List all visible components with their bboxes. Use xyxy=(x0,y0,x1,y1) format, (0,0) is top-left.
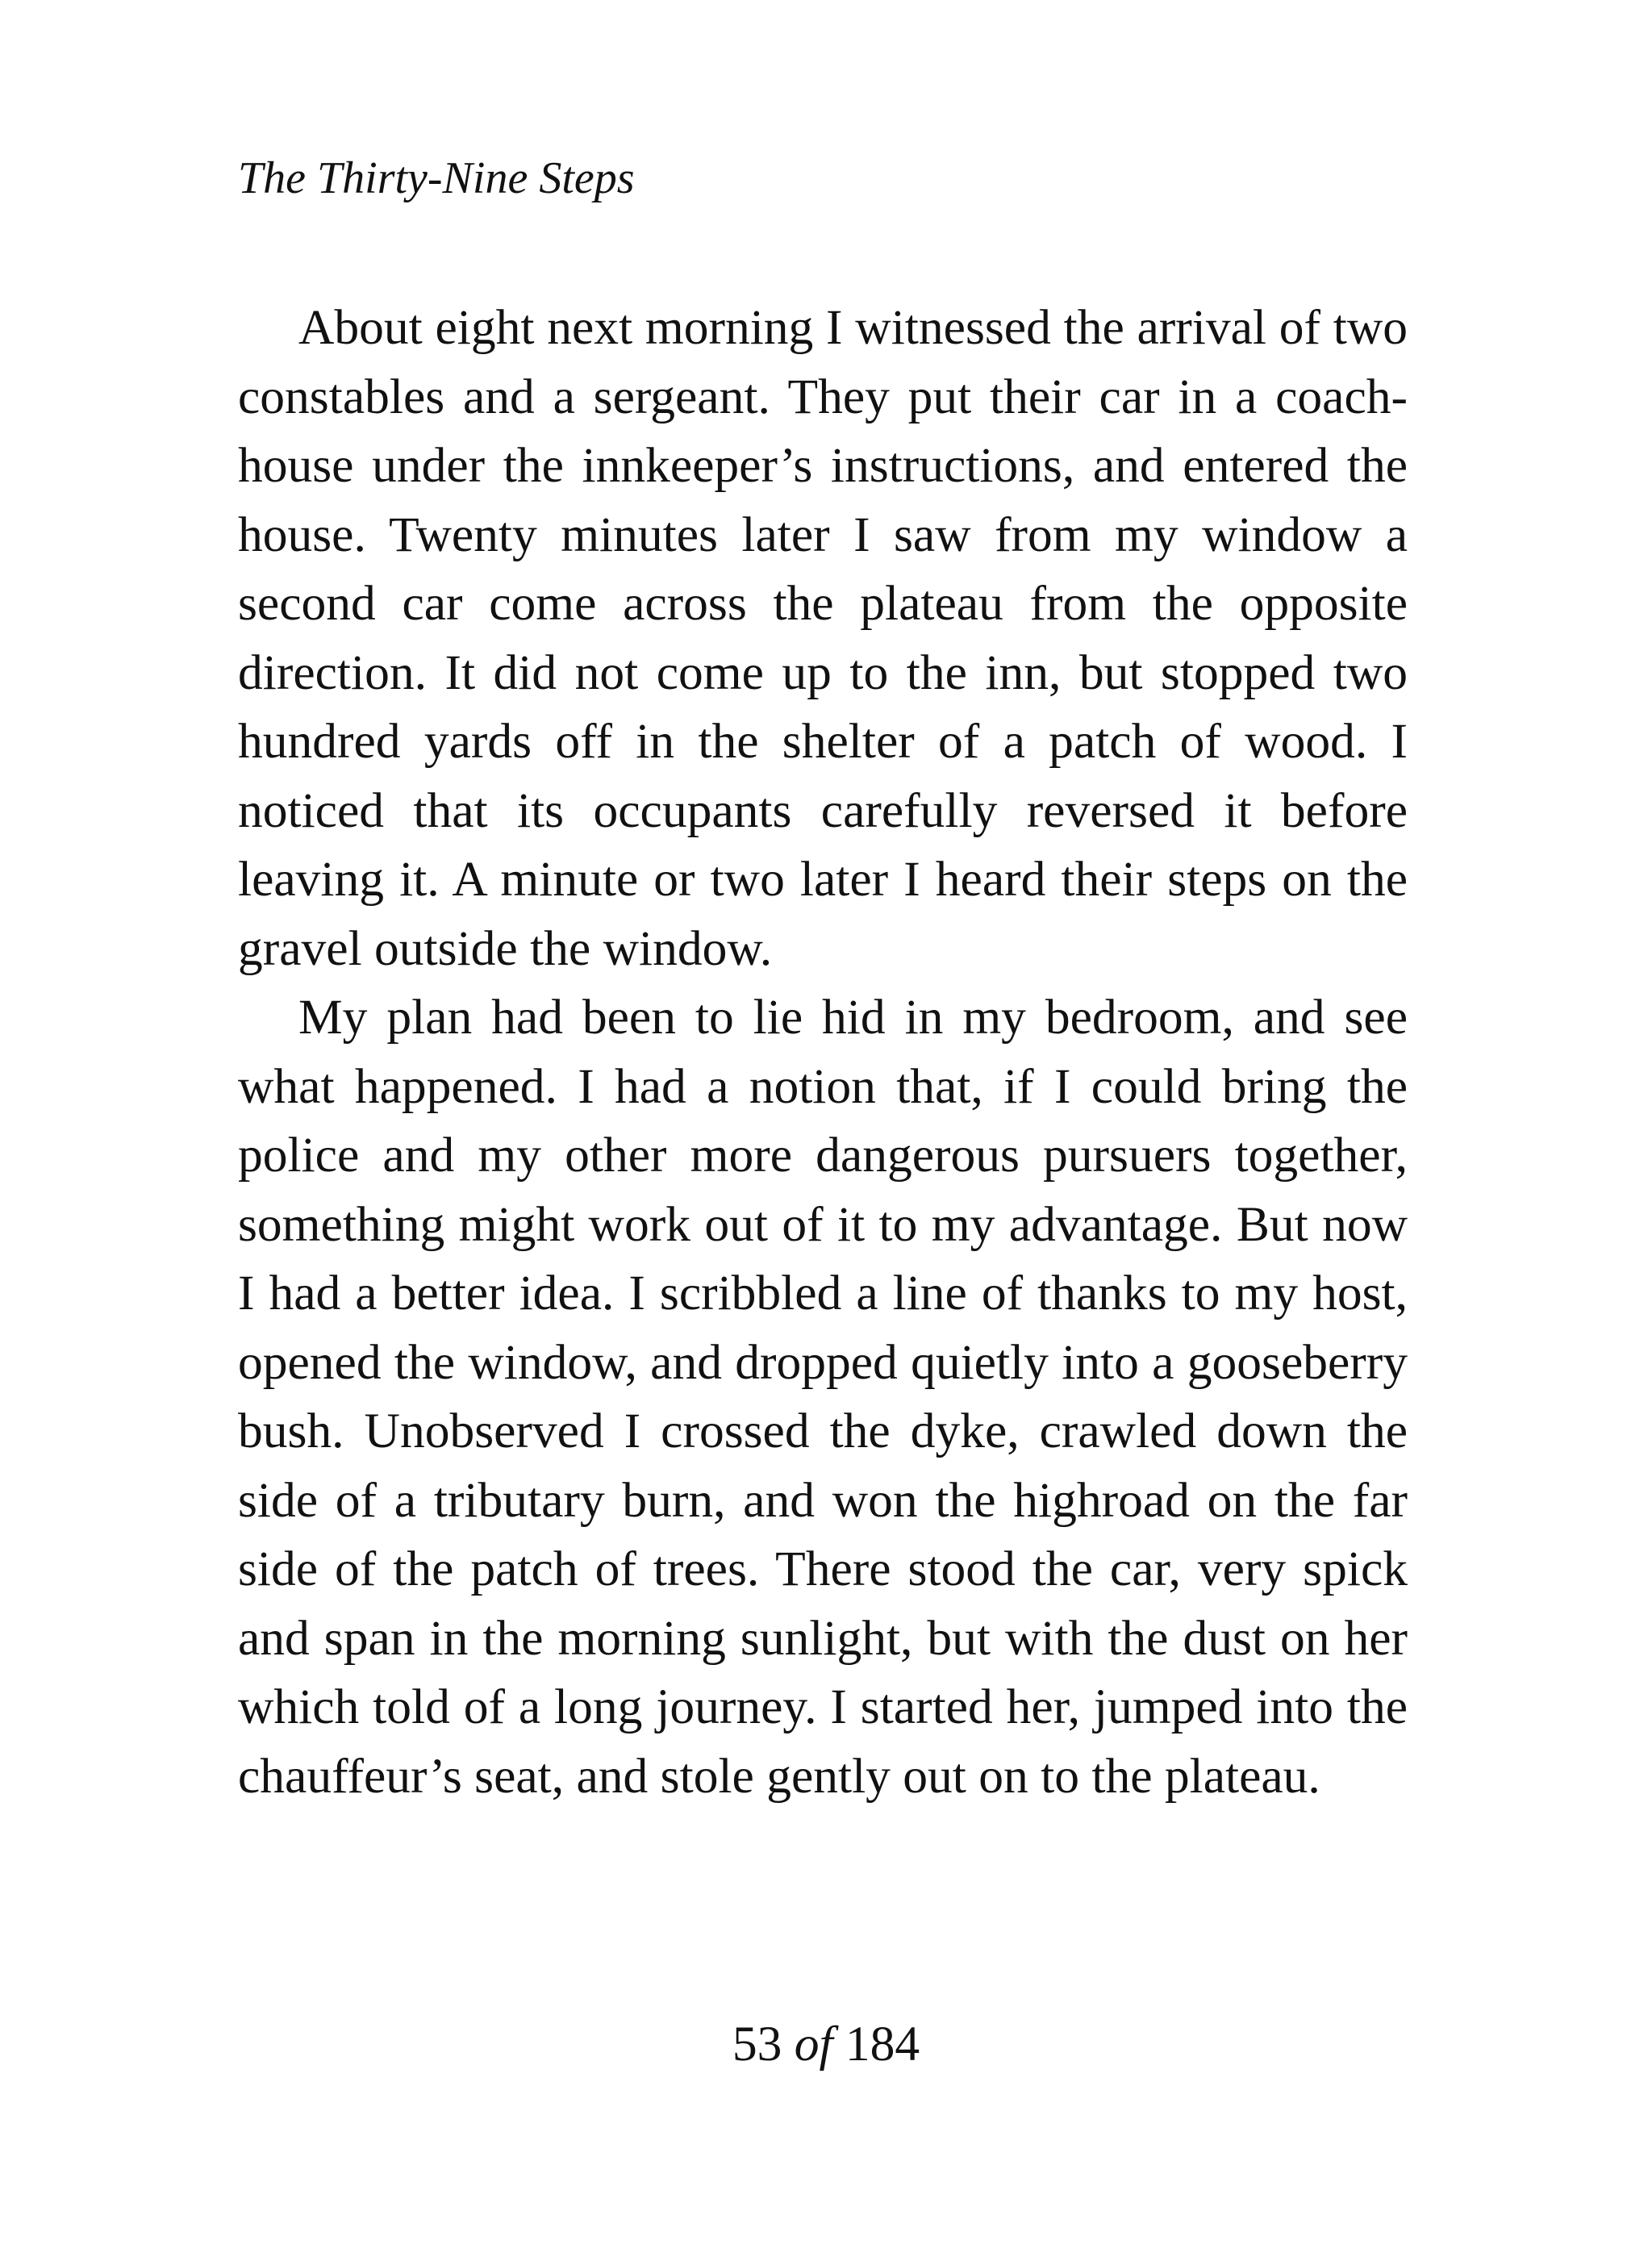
body-text xyxy=(238,294,1408,1811)
paragraph-2: My plan had been to lie hid in my bedroom, and see what happened. I had a notion that, if I could bring the police and my other more dangerous pursuers together, something might work out of it to my advantage. But now I had a better idea. I scribbled a line of thanks to my host, opened the window, and dropped quietly into a gooseberry bush. Unobserved I crossed the dyke, crawled down the side of a tributary burn, and won the highroad on the far side of the patch of trees. There stood the car, very spick and span in the morning sunlight, but with the dust on her which told of a long journey. I started her, jumped into the chauffeur’s seat, and stole gently out on to the plateau. xyxy=(238,990,1408,1804)
current-page-number: 53 xyxy=(732,2017,782,2072)
total-pages-number: 184 xyxy=(845,2017,920,2072)
running-header-title: The Thirty-Nine Steps xyxy=(238,153,635,203)
page-of-label: of xyxy=(794,2017,833,2072)
page-number xyxy=(0,2013,1652,2075)
paragraph-1: About eight next morning I witnessed the arrival of two constables and a sergeant. They put their car in a coach-house under the innkeeper’s instructions, and entered the house. Twenty minutes later I saw from my window a second car come across the plateau from the opposite direction. It did not come up to the inn, but stopped two hundred yards off in the shelter of a patch of wood. I noticed that its occupants carefully reversed it before leaving it. A minute or two later I heard their steps on the gravel outside the window. xyxy=(238,300,1408,976)
